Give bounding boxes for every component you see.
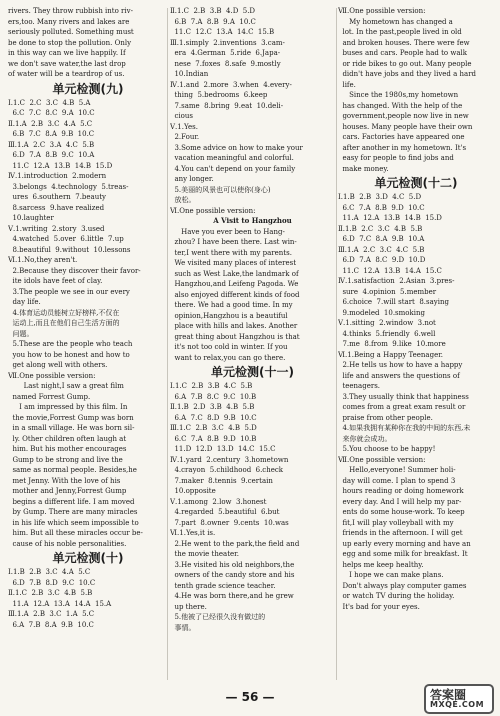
answer-line: Ⅲ.1.A 2.C 3.A 4.C 5.B — [8, 140, 95, 149]
answer-line: era 4.German 5.ride 6.Japa- — [170, 49, 281, 57]
answer-line: Ⅱ.1.C 2.B 3.C 4.B 5.B — [8, 589, 93, 597]
answer-line: It's bad for your eyes. — [338, 602, 420, 611]
answer-line: there. We had a good time. In my — [170, 301, 293, 309]
answer-line: We visited many places of interest — [170, 259, 297, 267]
answer-line: opinion,Hangzhou is a beautiful — [170, 311, 288, 320]
answer-line: in a small village. He was born sil- — [8, 424, 135, 432]
answer-line: him. But all these miracles occur be- — [8, 529, 143, 537]
answer-line: place with hills and lakes. Another — [170, 322, 298, 330]
answer-line: Ⅳ.1.yard 2.century 3.hometown — [170, 455, 289, 464]
answer-line: 放松。 — [170, 196, 196, 204]
answer-line: seriously polluted. Something must — [8, 28, 134, 36]
answer-line: same as normal people. Besides,he — [8, 466, 137, 474]
section-heading: 单元检测(十二) — [374, 176, 458, 190]
answer-line: 2.Because they discover their favor- — [8, 266, 141, 275]
answer-line: praise from other people. — [338, 413, 433, 422]
answer-line: 2.Four. — [170, 133, 200, 141]
answer-line: ly. Other children often laugh at — [8, 434, 127, 443]
answer-line: 5.美丽的风景也可以使你(身心) — [170, 185, 271, 194]
answer-line: 6.D 7.C 8.A 9.B 10.A — [338, 235, 425, 243]
answer-line: 6.B 7.C 8.A 9.B 10.C — [8, 130, 95, 138]
answer-line: 6.D 7.B 8.D 9.C 10.C — [8, 578, 96, 587]
answer-line: 6.C 7.A 8.B 9.D 10.B — [170, 434, 257, 443]
answer-line: thing 5.bedrooms 6.keep — [170, 91, 268, 99]
answer-line: Ⅱ.1.A 2.B 3.C 4.A 5.C — [8, 119, 93, 128]
answer-line: I hope we can make plans. — [338, 571, 444, 579]
answer-line: Ⅰ.1.B 2.B 3.C 4.A 5.C — [8, 568, 91, 576]
answer-line: also enjoyed different kinds of food — [170, 290, 300, 299]
answer-line: 事情。 — [170, 623, 196, 632]
answer-line: Ⅴ.1.among 2.low 3.honest — [170, 497, 267, 506]
answer-line: fit,I will play volleyball with my — [338, 518, 454, 527]
answer-line: cious — [170, 112, 193, 120]
answer-line: Since the 1980s,my hometown — [338, 91, 459, 99]
section-heading: 单元检测(十一) — [211, 365, 294, 379]
answer-line: 11.C 12.A 13.B 14.A 15.C — [338, 266, 442, 275]
answer-line: Ⅱ.1.C 2.B 3.B 4.D 5.D — [170, 7, 256, 15]
answer-line: Ⅲ.1.A 2.B 3.C 1.A 5.C — [8, 610, 95, 618]
answer-line: met Jenny. With the love of his — [8, 476, 121, 485]
answer-line: you how to be honest and how to — [8, 350, 130, 359]
answer-line: 运动上,而且在他们自己生活方面的 — [8, 319, 120, 327]
answer-line: teenagers. — [338, 382, 381, 390]
answer-line: 8.sarcess 9.have realized — [8, 203, 105, 212]
answer-line: 11.D 12.D 13.D 14.C 15.C — [170, 445, 276, 453]
answer-line: Have you ever been to Hang- — [170, 227, 285, 236]
answer-line: Ⅴ.1.sitting 2.window 3.not — [338, 319, 436, 327]
answer-line: 11.C 12.A 13.B 14.B 15.D — [8, 161, 113, 170]
answer-line: 8.beautiful 9.without 10.lessons — [8, 245, 131, 254]
answer-line: cars. Factories have appeared one — [338, 133, 465, 141]
answer-line: I am impressed by this film. In — [8, 403, 128, 411]
answer-line: Ⅳ.1.satisfaction 2.Asian 3.pres- — [338, 277, 455, 285]
answer-line: or watch TV during the holiday. — [338, 592, 455, 600]
answer-line: 3.He visited his old neighbors,the — [170, 560, 295, 569]
answer-line: 3.Some advice on how to make your — [170, 143, 303, 152]
answer-line: ter,I went there with my parents. — [170, 248, 292, 257]
answer-line: 来你就会成功。 — [338, 434, 392, 443]
watermark-url: MXQE.COM — [430, 700, 485, 709]
answer-line: Hello,everyone! Summer holi- — [338, 466, 456, 474]
answer-line: Ⅱ.1.B 2.D 3.B 4.B 5.B — [170, 403, 255, 411]
answer-line: named Forrest Gump. — [8, 392, 91, 401]
answer-line: 6.C 7.A 8.B 9.D 10.C — [338, 203, 425, 212]
answer-line: 4.thinks 5.friendly 6.well — [338, 329, 436, 338]
answer-line: Hangzhou,and Leifeng Pagoda. We — [170, 280, 299, 288]
answer-line: Ⅰ.1.B 2.B 3.D 4.C 5.D — [338, 193, 422, 201]
answer-line: Ⅱ.1.B 2.C 3.C 4.B 5.B — [338, 224, 423, 233]
answer-line: 6.D 7.A 8.B 9.C 10.A — [8, 151, 95, 159]
answer-line: we don't save water,the last drop — [8, 59, 126, 68]
answer-line: be done to stop the pollution. Only — [8, 38, 132, 47]
answer-line: 3.The people we see in our every — [8, 287, 130, 296]
answer-line: Ⅴ.1.writing 2.story 3.used — [8, 224, 105, 233]
answer-line: 7.part 8.owner 9.cents 10.was — [170, 518, 289, 527]
answer-line: helps me keep healthy. — [338, 560, 424, 569]
watermark-title: 答案圈 — [430, 688, 467, 702]
answer-line: Ⅵ.1.Yes,it is. — [170, 529, 216, 537]
answer-line: buses and cars. People had to walk — [338, 49, 467, 57]
answer-line: great thing about Hangzhou is that — [170, 332, 300, 341]
answer-line: 7.me 8.from 9.like 10.more — [338, 340, 446, 348]
answer-line: houses. Many people have their own — [338, 122, 473, 131]
answer-column-right — [338, 6, 494, 612]
answer-line: 4.He was born there,and he grew — [170, 592, 294, 600]
answer-column-left — [8, 6, 168, 630]
answer-line: ents do some house-work. To keep — [338, 508, 465, 516]
answer-line: 3.They usually think that happiness — [338, 392, 469, 401]
answer-line: 5.他被了已经很久没有做过的 — [170, 613, 266, 621]
answer-line: get along well with others. — [8, 361, 108, 369]
answer-line: ite idols have feet of clay. — [8, 277, 103, 285]
answer-line: 4.如果我拥有某种你在我的中间的东西,未 — [338, 424, 471, 432]
answer-line: 4.watched 5.over 6.little 7.up — [8, 235, 124, 243]
watermark-logo — [424, 684, 494, 714]
answer-line: begins a different life. I am moved — [8, 497, 135, 506]
answer-line: rivers. They throw rubbish into riv- — [8, 7, 133, 15]
answer-line: government,people now live in new — [338, 112, 469, 120]
answer-line: nese 7.foxes 8.safe 9.mostly — [170, 59, 281, 68]
column-divider — [336, 8, 337, 680]
answer-line: of water will be a teardrop of us. — [8, 70, 125, 78]
answer-line: 6.A 7.C 8.D 9.B 10.C — [170, 413, 257, 422]
answer-line: 3.belongs 4.technology 5.treas- — [8, 182, 129, 191]
answer-line: Ⅶ.One possible version: — [338, 455, 426, 464]
answer-line: the movie theater. — [170, 550, 239, 558]
answer-line: Ⅲ.1.A 2.C 3.C 4.C 5.B — [338, 245, 425, 254]
answer-line: 6.A 7.B 8.C 9.C 10.B — [170, 392, 257, 401]
answer-line: Ⅰ.1.C 2.B 3.B 4.C 5.B — [170, 382, 253, 390]
answer-line: 7.same 8.bring 9.eat 10.deli- — [170, 101, 284, 110]
answer-line: the movie,Forrest Gump was born — [8, 413, 134, 422]
answer-line: want to relax,you can go there. — [170, 353, 286, 362]
answer-line: after another in my hometown. It's — [338, 143, 467, 152]
answer-line: life and answers the questions of — [338, 371, 460, 380]
answer-line: up early every morning and have an — [338, 539, 471, 548]
answer-line: it's not too cold in winter. If you — [170, 343, 288, 351]
answer-line: zhou? I have been there. Last win- — [170, 238, 297, 246]
answer-line: 6.A 7.B 8.A 9.B 10.C — [8, 620, 94, 629]
answer-line: Ⅶ.One possible version: — [338, 7, 426, 15]
answer-line: comes from a great exam result or — [338, 403, 466, 411]
answer-line: Ⅵ.1.Being a Happy Teenager. — [338, 350, 444, 359]
answer-line: sure 4.opinion 5.member — [338, 287, 437, 296]
answer-line: Last night,I saw a great film — [8, 382, 124, 390]
answer-line: 7.maker 8.tennis 9.certain — [170, 476, 273, 485]
answer-line: 10.laughter — [8, 214, 54, 222]
answer-line: day life. — [8, 298, 41, 306]
answer-line: cause of his noble personalities. — [8, 539, 127, 548]
answer-line: 10.Indian — [170, 70, 209, 78]
answer-line: Gump to be strong and live the — [8, 455, 123, 464]
answer-line: Ⅴ.1.Yes. — [170, 122, 198, 131]
answer-line: egg and some milk for breakfast. It — [338, 550, 468, 558]
answer-line: tenth grade science teacher. — [170, 581, 276, 590]
section-heading: 单元检测(九) — [52, 81, 124, 96]
answer-line: Ⅳ.1.and 2.more 3.when 4.every- — [170, 80, 292, 89]
answer-line: every day. And I will help my par- — [338, 497, 462, 506]
answer-line: 9.modeled 10.smoking — [338, 308, 425, 317]
answer-column-middle — [170, 6, 335, 633]
answer-line: 4.crayon 5.childhood 6.check — [170, 466, 284, 474]
answer-line: by Gump. There are many miracles — [8, 508, 138, 516]
answer-line: easy for people to find jobs and — [338, 154, 454, 162]
answer-line: has changed. With the help of the — [338, 101, 463, 110]
answer-line: friends in the afternoon. I will get — [338, 529, 463, 537]
answer-line: 11.A 12.A 13.B 14.B 15.D — [338, 214, 442, 222]
answer-line: 6.C 7.C 8.C 9.A 10.C — [8, 109, 95, 117]
answer-line: 问题。 — [8, 329, 34, 338]
answer-line: 4.regarded 5.beautiful 6.but — [170, 508, 280, 516]
answer-line: 6.B 7.A 8.B 9.A 10.C — [170, 17, 256, 26]
answer-line: in this way can we live happily. If — [8, 49, 126, 57]
answer-line: vacation meaningful and colorful. — [170, 154, 294, 162]
answer-line: 11.C 12.C 13.A 14.C 15.B — [170, 28, 275, 36]
answer-line: in his life which seem impossible to — [8, 518, 139, 527]
answer-line: My hometown has changed a — [338, 17, 453, 26]
section-heading: 单元检测(十) — [52, 551, 124, 565]
answer-line: ures 6.southern 7.beauty — [8, 193, 107, 201]
answer-line: didn't have jobs and they lived a hard — [338, 70, 477, 78]
answer-line: mother and Jenny,Forrest Gump — [8, 487, 127, 495]
answer-line: Ⅶ.One possible version: — [8, 371, 96, 380]
answer-line: 4.体育运动员能树立好榜样,不仅在 — [8, 308, 120, 317]
answer-line: 10.opposite — [170, 487, 216, 495]
answer-line: 2.He tells us how to have a happy — [338, 361, 463, 369]
answer-line: life. — [338, 80, 356, 89]
answer-line: hours reading or doing homework — [338, 487, 464, 495]
answer-line: Ⅵ.One possible version: — [170, 206, 256, 215]
answer-line: Ⅲ.1.C 2.B 3.C 4.B 5.D — [170, 424, 257, 432]
answer-line: and broken houses. There were few — [338, 38, 470, 47]
answer-line: him. But his mother encourages — [8, 445, 127, 453]
answer-line: such as West Lake,the landmark of — [170, 269, 299, 278]
answer-line: Ⅰ.1.C 2.C 3.C 4.B 5.A — [8, 98, 91, 107]
answer-line: 2.He went to the park,the field and — [170, 539, 300, 548]
answer-line: any longer. — [170, 175, 214, 183]
answer-line: Ⅵ.1.No,they aren't. — [8, 256, 78, 264]
answer-line: 5.You choose to be happy! — [338, 445, 436, 453]
page-number: — 56 — — [225, 690, 275, 704]
answer-line: 6.choice 7.will start 8.saying — [338, 298, 449, 306]
answer-line: 4.You can't depend on your family — [170, 164, 296, 173]
answer-line: Ⅳ.1.introduction 2.modern — [8, 172, 107, 180]
answer-line: day will come. I plan to spend 3 — [338, 476, 456, 485]
answer-line: 5.These are the people who teach — [8, 340, 133, 348]
answer-line: Don't always play computer games — [338, 581, 467, 590]
answer-line: owners of the candy store and his — [170, 571, 295, 579]
column-divider — [167, 8, 168, 680]
answer-line: or ride bikes to go out. Many people — [338, 59, 472, 68]
answer-line: Ⅲ.1.simply 2.inventions 3.cam- — [170, 38, 285, 47]
essay-title: A Visit to Hangzhou — [213, 216, 292, 225]
answer-line: 11.A 12.A 13.A 14.A 15.A — [8, 599, 112, 608]
answer-line: 6.D 7.A 8.C 9.D 10.D — [338, 256, 426, 264]
answer-line: lot. In the past,people lived in old — [338, 28, 462, 36]
answer-line: ers,too. Many rivers and lakes are — [8, 17, 130, 26]
answer-line: up there. — [170, 602, 207, 611]
answer-line: make money. — [338, 164, 389, 173]
